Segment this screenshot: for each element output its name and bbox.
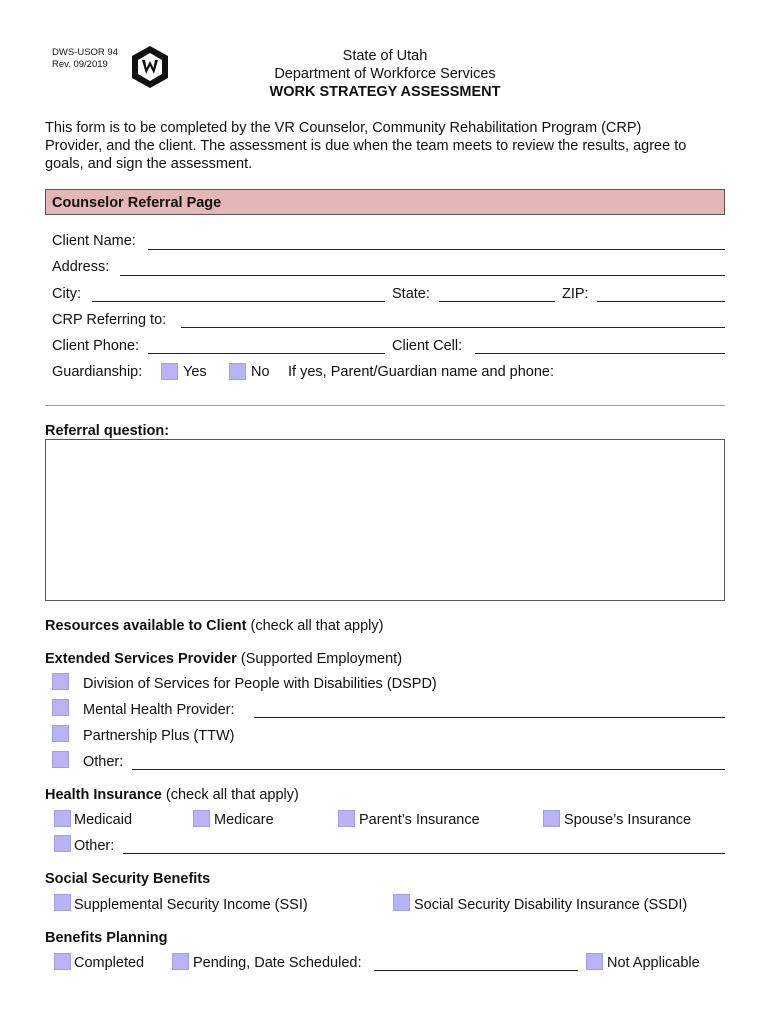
parents-insurance-label: Parent’s Insurance: [359, 812, 480, 828]
partnership-plus-checkbox[interactable]: [52, 725, 69, 742]
dspd-label: Division of Services for People with Disabilities (DSPD): [83, 676, 437, 692]
extended-services-title: Extended Services Provider: [45, 651, 237, 667]
intro-line-3: goals, and sign the assessment.: [45, 156, 253, 172]
section-header-label: Counselor Referral Page: [52, 195, 222, 211]
dspd-checkbox[interactable]: [52, 673, 69, 690]
client-name-label: Client Name:: [52, 233, 136, 249]
ssdi-checkbox[interactable]: [393, 894, 410, 911]
health-other-field[interactable]: [123, 853, 725, 854]
mental-health-checkbox[interactable]: [52, 699, 69, 716]
extended-services-note: (Supported Employment): [240, 651, 403, 667]
ssi-checkbox[interactable]: [54, 894, 71, 911]
resources-note: (check all that apply): [250, 618, 384, 634]
form-revision: Rev. 09/2019: [52, 59, 108, 70]
zip-field[interactable]: [597, 301, 725, 302]
state-label: State:: [392, 286, 430, 302]
health-insurance-heading: [45, 786, 299, 804]
extended-other-label: Other:: [83, 754, 124, 770]
resources-heading: [45, 617, 383, 635]
client-phone-field[interactable]: [148, 353, 385, 354]
health-insurance-note: (check all that apply): [165, 787, 299, 803]
guardianship-no-checkbox[interactable]: [229, 363, 246, 380]
guardian-info-divider: [45, 405, 725, 406]
social-security-title: Social Security Benefits: [45, 871, 211, 887]
extended-other-checkbox[interactable]: [52, 751, 69, 768]
city-label: City:: [52, 286, 81, 302]
medicaid-label: Medicaid: [74, 812, 133, 828]
extended-other-field[interactable]: [132, 769, 725, 770]
department-name: Department of Workforce Services: [274, 66, 496, 82]
completed-label: Completed: [74, 955, 145, 971]
crp-referring-label: CRP Referring to:: [52, 312, 167, 328]
resources-title: Resources available to Client: [45, 618, 247, 634]
ssi-label: Supplemental Security Income (SSI): [74, 897, 308, 913]
dws-hexagon-logo-icon: [131, 45, 169, 89]
medicare-label: Medicare: [214, 812, 274, 828]
form-number: DWS-USOR 94: [52, 47, 118, 58]
guardian-note: If yes, Parent/Guardian name and phone:: [288, 364, 555, 380]
state-field[interactable]: [439, 301, 555, 302]
client-phone-label: Client Phone:: [52, 338, 140, 354]
referral-question-label: Referral question:: [45, 423, 170, 439]
health-other-checkbox[interactable]: [54, 835, 71, 852]
mental-health-label: Mental Health Provider:: [83, 702, 235, 718]
mental-health-field[interactable]: [254, 717, 725, 718]
client-name-field[interactable]: [148, 249, 725, 250]
extended-services-heading: [45, 650, 402, 668]
not-applicable-label: Not Applicable: [607, 955, 700, 971]
ssdi-label: Social Security Disability Insurance (SSDI): [414, 897, 688, 913]
crp-referring-field[interactable]: [181, 327, 725, 328]
intro-line-1: This form is to be completed by the VR Counselor, Community Rehabilitation Program (CRP): [45, 120, 642, 136]
address-field[interactable]: [120, 275, 725, 276]
guardianship-yes-label: Yes: [183, 364, 207, 380]
medicare-checkbox[interactable]: [193, 810, 210, 827]
address-label: Address:: [52, 259, 110, 275]
parents-insurance-checkbox[interactable]: [338, 810, 355, 827]
state-name: State of Utah: [342, 48, 428, 64]
health-insurance-title: Health Insurance: [45, 787, 162, 803]
zip-label: ZIP:: [562, 286, 589, 302]
pending-label: Pending, Date Scheduled:: [193, 955, 362, 971]
referral-question-textarea[interactable]: [45, 439, 725, 601]
pending-date-field[interactable]: [374, 970, 578, 971]
client-cell-field[interactable]: [475, 353, 725, 354]
guardianship-yes-checkbox[interactable]: [161, 363, 178, 380]
completed-checkbox[interactable]: [54, 953, 71, 970]
guardianship-label: Guardianship:: [52, 364, 143, 380]
health-other-label: Other:: [74, 838, 115, 854]
spouses-insurance-label: Spouse’s Insurance: [564, 812, 692, 828]
not-applicable-checkbox[interactable]: [586, 953, 603, 970]
intro-line-2: Provider, and the client. The assessment is due when the team meets to review the results, agree to: [45, 138, 687, 154]
benefits-planning-title: Benefits Planning: [45, 930, 168, 946]
spouses-insurance-checkbox[interactable]: [543, 810, 560, 827]
city-field[interactable]: [92, 301, 385, 302]
medicaid-checkbox[interactable]: [54, 810, 71, 827]
section-header: [45, 189, 725, 215]
page-title: WORK STRATEGY ASSESSMENT: [269, 84, 501, 100]
partnership-plus-label: Partnership Plus (TTW): [83, 728, 235, 744]
client-cell-label: Client Cell:: [392, 338, 463, 354]
pending-checkbox[interactable]: [172, 953, 189, 970]
guardianship-no-label: No: [251, 364, 270, 380]
